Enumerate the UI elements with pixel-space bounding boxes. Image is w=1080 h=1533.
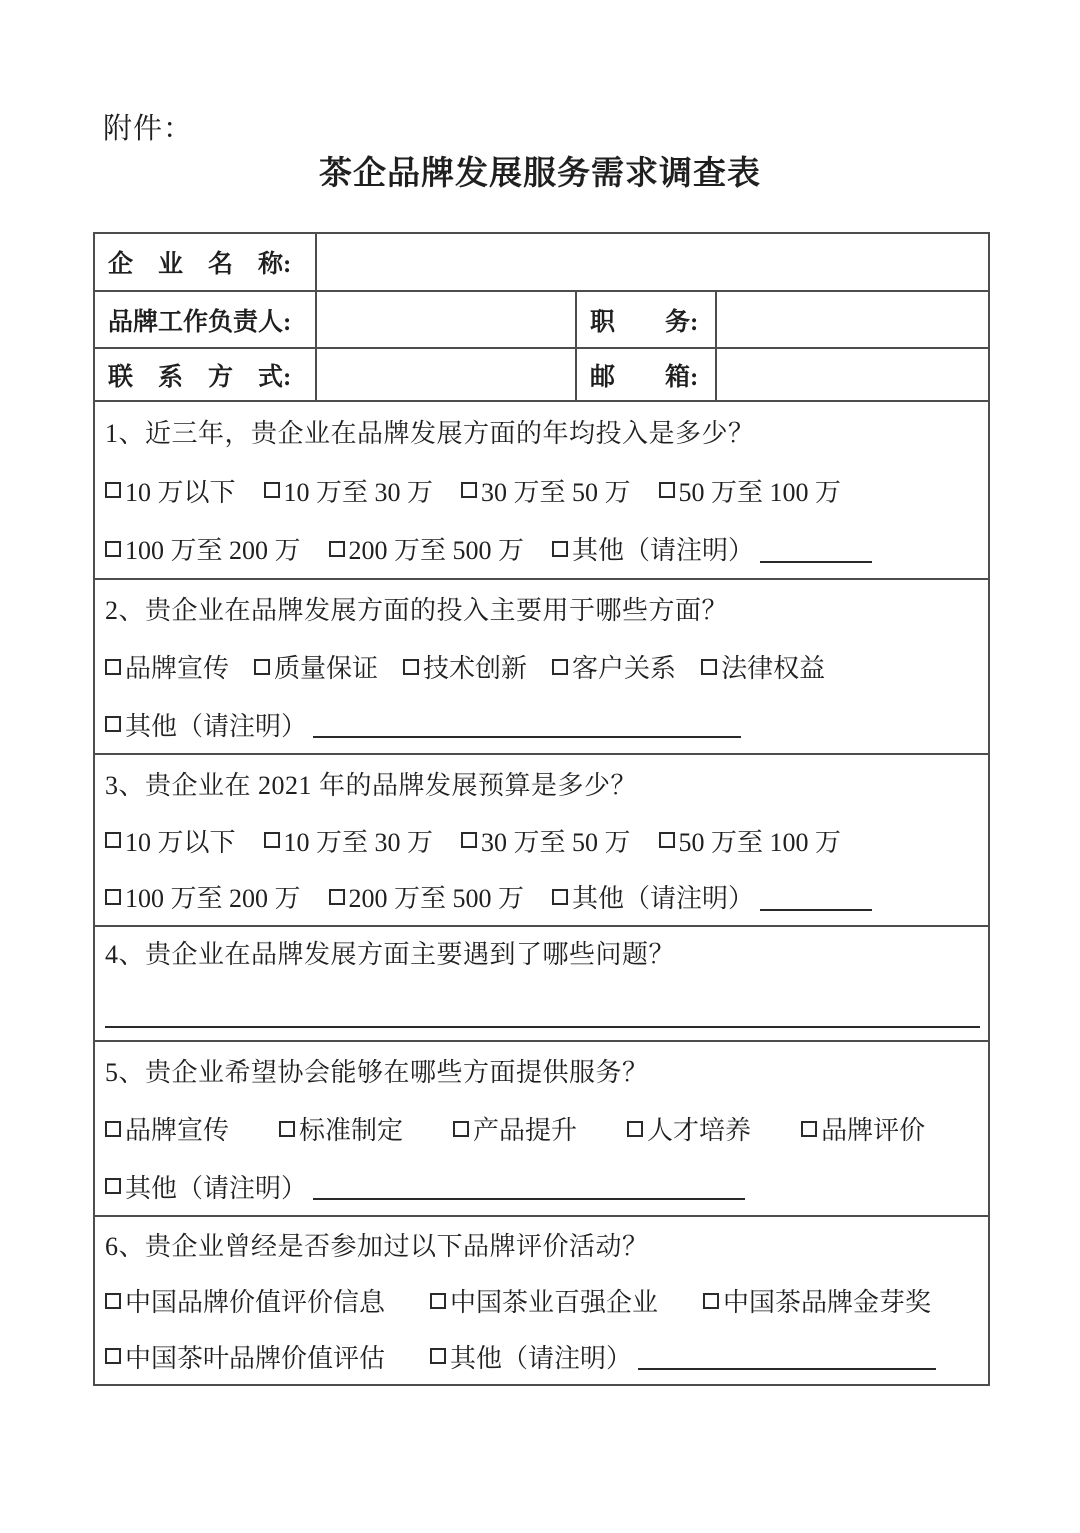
fill-in-blank[interactable] xyxy=(760,882,872,911)
question-cell xyxy=(95,755,988,925)
checkbox-option[interactable] xyxy=(552,648,676,685)
answer-blank-line[interactable] xyxy=(105,1026,980,1028)
checkbox-icon xyxy=(461,832,477,848)
option-line xyxy=(105,695,980,753)
option-label: 10 万至 30 万 xyxy=(283,827,434,857)
option-label: 10 万至 30 万 xyxy=(283,477,434,507)
checkbox-icon xyxy=(701,659,717,675)
option-label: 中国茶叶品牌价值评估 xyxy=(125,1343,386,1373)
fill-in-blank[interactable] xyxy=(638,1342,936,1371)
option-label: 50 万至 100 万 xyxy=(678,827,842,857)
option-line xyxy=(105,1328,980,1384)
checkbox-icon xyxy=(627,1121,643,1137)
option-label: 其他（请注明） xyxy=(572,536,755,566)
option-line xyxy=(105,519,980,578)
email-label: 邮 箱: xyxy=(577,349,717,400)
option-label: 其他（请注明） xyxy=(572,884,755,914)
option-label: 30 万至 50 万 xyxy=(481,827,631,857)
option-line xyxy=(105,812,980,869)
option-label: 10 万以下 xyxy=(125,477,236,507)
question-cell xyxy=(95,1042,988,1215)
option-line xyxy=(105,868,980,925)
checkbox-icon xyxy=(105,1178,121,1194)
option-label: 100 万至 200 万 xyxy=(125,536,301,566)
question-title: 5、贵企业希望协会能够在哪些方面提供服务？ xyxy=(105,1058,649,1088)
option-label: 中国茶业百强企业 xyxy=(450,1288,659,1317)
option-label: 其他（请注明） xyxy=(125,711,308,741)
checkbox-icon xyxy=(105,889,121,905)
question-cell xyxy=(95,402,988,578)
contact-field[interactable] xyxy=(317,349,577,400)
checkbox-option[interactable] xyxy=(552,878,872,915)
option-label: 10 万以下 xyxy=(125,827,236,857)
checkbox-icon xyxy=(461,482,477,498)
row-brand-manager xyxy=(95,292,988,349)
question-row-6 xyxy=(95,1217,988,1384)
checkbox-icon xyxy=(329,889,345,905)
contact-label: 联 系 方 式: xyxy=(95,349,317,400)
question-title: 1、近三年，贵企业在品牌发展方面的年均投入是多少？ xyxy=(105,418,755,448)
question-title: 3、贵企业在 2021 年的品牌发展预算是多少？ xyxy=(105,770,638,800)
checkbox-option[interactable] xyxy=(659,822,842,859)
checkbox-icon xyxy=(659,482,675,498)
question-title: 2、贵企业在品牌发展方面的投入主要用于哪些方面？ xyxy=(105,596,729,626)
page-title: 茶企品牌发展服务需求调查表 xyxy=(319,156,761,192)
checkbox-option[interactable] xyxy=(105,822,236,859)
option-line xyxy=(105,1273,980,1329)
option-line xyxy=(105,638,980,696)
checkbox-icon xyxy=(105,541,121,557)
checkbox-option[interactable] xyxy=(461,822,631,859)
question-row-2 xyxy=(95,580,988,755)
checkbox-icon xyxy=(264,482,280,498)
option-label: 产品提升 xyxy=(473,1116,578,1145)
question-row-4 xyxy=(95,927,988,1042)
checkbox-icon xyxy=(329,541,345,557)
checkbox-icon xyxy=(552,889,568,905)
checkbox-option[interactable] xyxy=(430,1282,658,1319)
checkbox-icon xyxy=(659,832,675,848)
position-label: 职 务: xyxy=(577,292,717,347)
checkbox-option[interactable] xyxy=(254,648,378,685)
checkbox-option[interactable] xyxy=(627,1110,751,1147)
checkbox-icon xyxy=(254,659,270,675)
checkbox-icon xyxy=(105,832,121,848)
checkbox-option[interactable] xyxy=(264,472,434,509)
question-cell xyxy=(95,580,988,753)
option-label: 品牌评价 xyxy=(821,1116,926,1145)
option-label: 品牌宣传 xyxy=(125,1116,230,1145)
checkbox-icon xyxy=(403,659,419,675)
checkbox-option[interactable] xyxy=(279,1110,403,1147)
checkbox-option[interactable] xyxy=(105,878,301,915)
checkbox-icon xyxy=(430,1348,446,1364)
option-label: 200 万至 500 万 xyxy=(348,884,525,914)
checkbox-option[interactable] xyxy=(703,1282,931,1319)
question-row-5 xyxy=(95,1042,988,1217)
brand-manager-field[interactable] xyxy=(317,292,577,347)
option-label: 其他（请注明） xyxy=(450,1343,633,1373)
checkbox-option[interactable] xyxy=(453,1110,577,1147)
question-title: 4、贵企业在品牌发展方面主要遇到了哪些问题？ xyxy=(105,939,676,969)
option-label: 中国品牌价值评价信息 xyxy=(125,1288,386,1317)
answer-line xyxy=(105,978,980,1041)
checkbox-icon xyxy=(105,482,121,498)
option-label: 其他（请注明） xyxy=(125,1173,308,1203)
checkbox-option[interactable] xyxy=(264,822,434,859)
option-label: 200 万至 500 万 xyxy=(348,536,525,566)
checkbox-option[interactable] xyxy=(701,648,825,685)
position-field[interactable] xyxy=(717,292,988,347)
checkbox-icon xyxy=(801,1121,817,1137)
fill-in-blank[interactable] xyxy=(760,534,872,563)
option-label: 品牌宣传 xyxy=(125,654,230,683)
option-label: 质量保证 xyxy=(274,654,379,683)
checkbox-option[interactable] xyxy=(552,530,872,567)
company-name-label: 企 业 名 称: xyxy=(95,234,317,290)
email-field[interactable] xyxy=(717,349,988,400)
row-company-name xyxy=(95,234,988,292)
row-contact xyxy=(95,349,988,402)
checkbox-option[interactable] xyxy=(659,472,842,509)
survey-table xyxy=(93,232,990,1386)
option-label: 50 万至 100 万 xyxy=(678,477,842,507)
checkbox-option[interactable] xyxy=(105,706,741,743)
question-cell xyxy=(95,927,988,1040)
question-title: 6、贵企业曾经是否参加过以下品牌评价活动？ xyxy=(105,1232,649,1262)
option-label: 技术创新 xyxy=(423,654,528,683)
option-label: 30 万至 50 万 xyxy=(481,477,631,507)
checkbox-option[interactable] xyxy=(105,530,301,567)
checkbox-option[interactable] xyxy=(105,648,229,685)
checkbox-icon xyxy=(453,1121,469,1137)
option-label: 人才培养 xyxy=(647,1116,752,1145)
option-label: 客户关系 xyxy=(572,654,677,683)
fill-in-blank[interactable] xyxy=(313,710,741,739)
checkbox-icon xyxy=(279,1121,295,1137)
company-name-field[interactable] xyxy=(317,234,988,290)
option-label: 法律权益 xyxy=(721,654,826,683)
checkbox-icon xyxy=(105,716,121,732)
brand-manager-label: 品牌工作负责人: xyxy=(95,292,317,347)
checkbox-icon xyxy=(552,659,568,675)
checkbox-option[interactable] xyxy=(801,1110,925,1147)
checkbox-option[interactable] xyxy=(105,1338,385,1375)
checkbox-icon xyxy=(552,541,568,557)
checkbox-icon xyxy=(105,659,121,675)
checkbox-icon xyxy=(703,1293,719,1309)
checkbox-option[interactable] xyxy=(461,472,631,509)
option-line xyxy=(105,461,980,520)
question-row-3 xyxy=(95,755,988,927)
checkbox-option[interactable] xyxy=(329,530,525,567)
checkbox-icon xyxy=(430,1293,446,1309)
option-label: 标准制定 xyxy=(299,1116,404,1145)
checkbox-option[interactable] xyxy=(105,1110,229,1147)
checkbox-option[interactable] xyxy=(430,1338,936,1375)
checkbox-option[interactable] xyxy=(105,1168,745,1205)
attachment-label: 附件： xyxy=(103,113,194,145)
checkbox-option[interactable] xyxy=(329,878,525,915)
option-line xyxy=(105,1100,980,1158)
option-line xyxy=(105,1157,980,1215)
checkbox-icon xyxy=(105,1121,121,1137)
option-label: 中国茶品牌金芽奖 xyxy=(723,1288,932,1317)
checkbox-icon xyxy=(105,1348,121,1364)
question-rows xyxy=(95,402,988,1384)
checkbox-option[interactable] xyxy=(105,472,236,509)
question-cell xyxy=(95,1217,988,1384)
checkbox-option[interactable] xyxy=(403,648,527,685)
question-row-1 xyxy=(95,402,988,580)
fill-in-blank[interactable] xyxy=(313,1172,745,1201)
checkbox-option[interactable] xyxy=(105,1282,385,1319)
checkbox-icon xyxy=(264,832,280,848)
checkbox-icon xyxy=(105,1293,121,1309)
option-label: 100 万至 200 万 xyxy=(125,884,301,914)
